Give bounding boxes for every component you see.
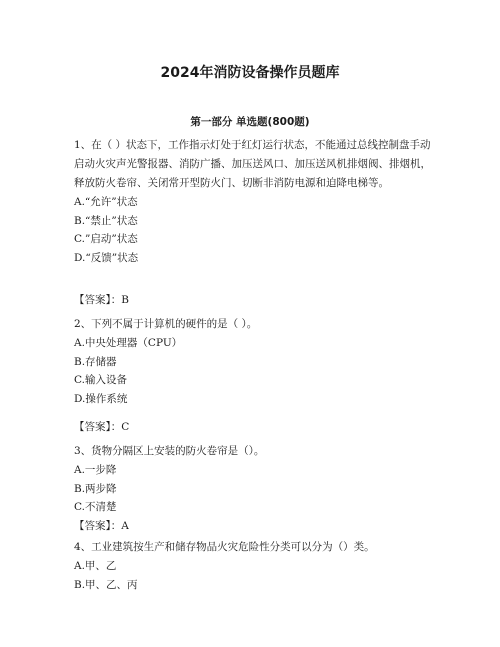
option-a: A.“允许”状态 [74, 196, 138, 208]
answer-text: 【答案】：C [74, 421, 130, 433]
question-stem: 3、货物分隔区上安装的防火卷帘是（）。 [74, 445, 265, 457]
option-b: B.两步降 [74, 482, 117, 495]
option-a: A.甲、乙 [74, 560, 117, 572]
option-b: B.存储器 [74, 355, 117, 368]
option-c: C.输入设备 [74, 374, 127, 386]
option-d: D.操作系统 [74, 392, 128, 405]
option-d: D.“反馈”状态 [74, 251, 139, 264]
option-b: B.甲、乙、丙 [74, 578, 138, 591]
answer-text: 【答案】：B [74, 294, 129, 306]
question-3 [74, 442, 434, 535]
question-stem: 2、下列不属于计算机的硬件的是（ ）。 [74, 318, 258, 330]
option-a: A.一步降 [74, 464, 117, 476]
answer-1 [74, 291, 434, 310]
section-heading: 第一部分 单选题(800题) [190, 116, 310, 128]
option-c: C.不清楚 [74, 501, 117, 513]
question-1 [74, 136, 434, 267]
document-title: 2024年消防设备操作员题库 [160, 65, 340, 81]
question-stem: 4、工业建筑按生产和储存物品火灾危险性分类可以分为（）类。 [74, 541, 375, 553]
question-4 [74, 538, 434, 594]
option-c: C.”启动”状态 [74, 233, 138, 245]
answer-text: 【答案】：A [74, 519, 129, 532]
option-b: B.“禁止”状态 [74, 214, 138, 227]
option-a: A.中央处理器（CPU） [74, 337, 183, 349]
answer-2 [74, 418, 434, 437]
question-2 [74, 315, 434, 408]
question-stem: 1、在（ ）状态下，工作指示灯处于红灯运行状态，不能通过总线控制盘手动启动火灾声光警报器、消防广播、加压送风口、加压送风机排烟阀、排烟机，释放防火卷帘、关闭常开型防火门、切断非消防电源和迫降电梯等。 [74, 139, 431, 189]
